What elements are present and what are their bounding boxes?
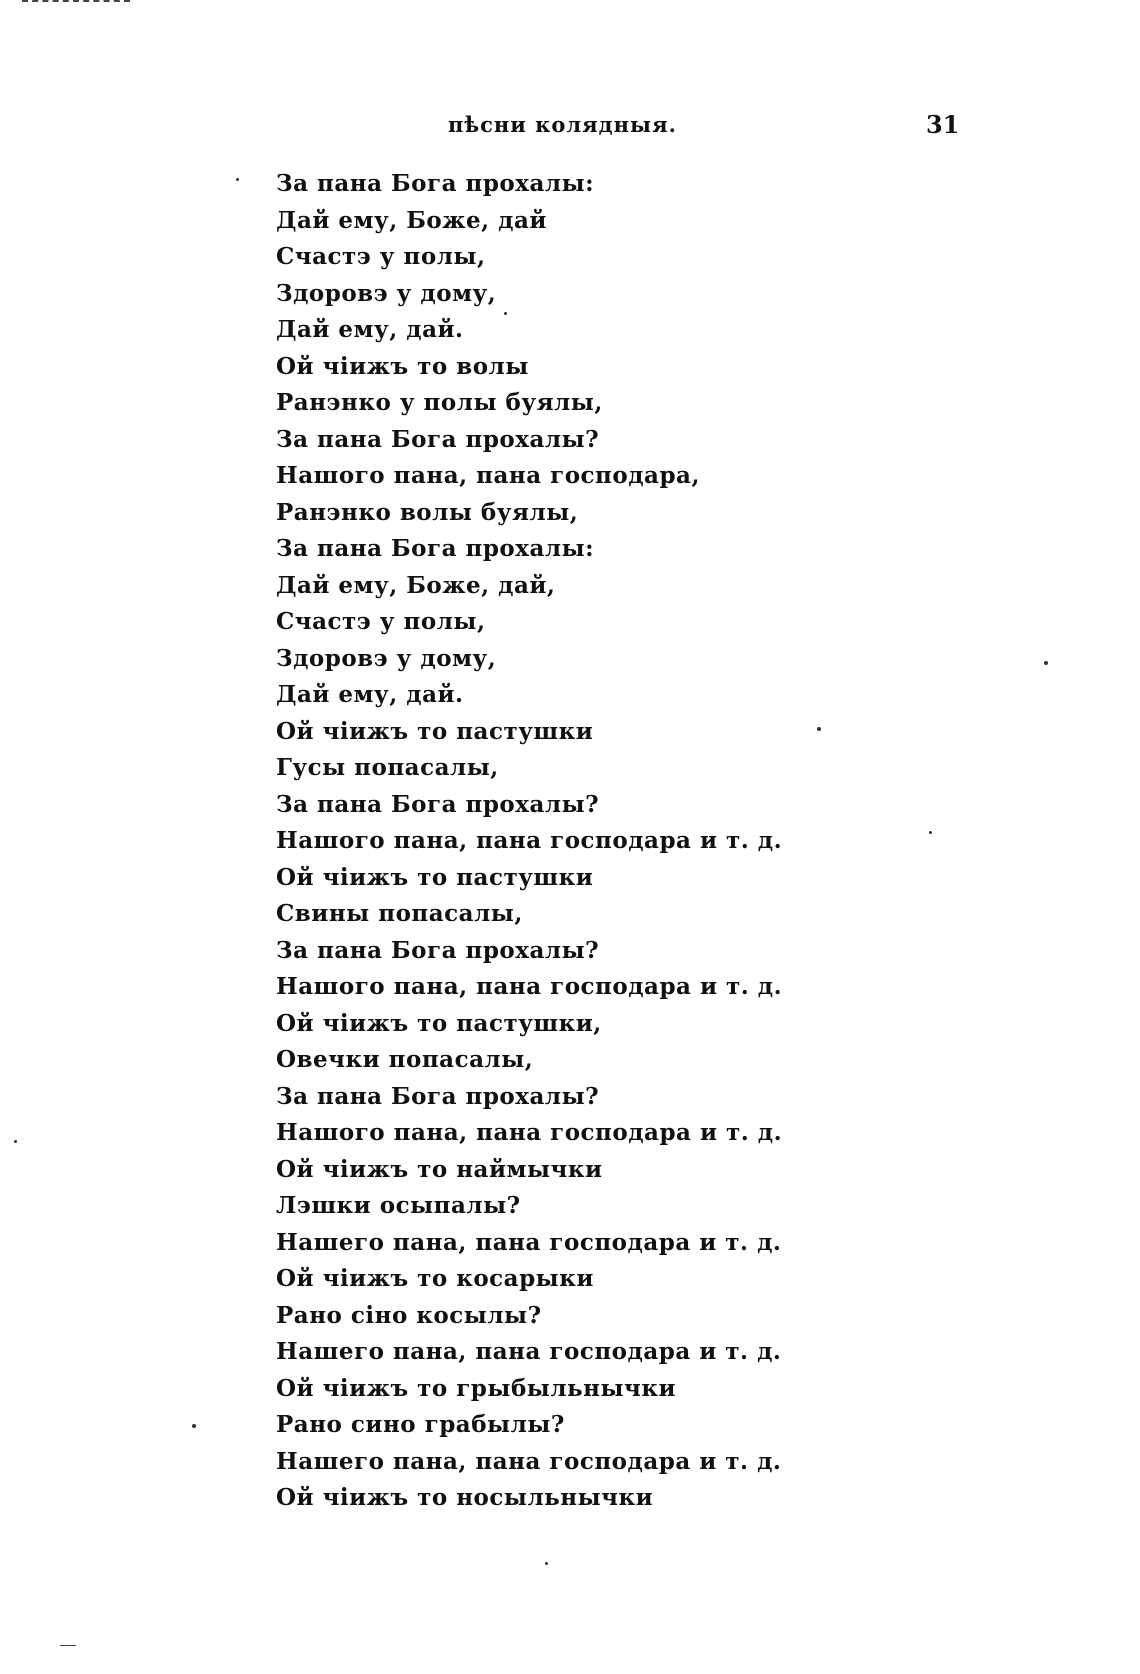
verse-line: Ой чiижъ то носыльнычки: [276, 1484, 654, 1511]
verse-line: Ой чiижъ то грыбыльнычки: [276, 1374, 677, 1402]
verse-line: Ой чiижъ то косарыки: [276, 1265, 594, 1292]
scan-speck: [192, 1424, 196, 1428]
verse-line: За пана Бога прохалы?: [276, 936, 600, 964]
verse-line: Ой чiижъ то пастушки,: [276, 1009, 602, 1037]
verse-line: Дай ему, дай.: [276, 681, 464, 708]
verse-line: Рано сино грабылы?: [276, 1411, 565, 1438]
scan-artifact-top: [22, 0, 130, 6]
verse-line: Овечки попасалы,: [276, 1046, 534, 1073]
verse-line: Нашого пана, пана господара и т. д.: [276, 973, 783, 1000]
page-number: 31: [926, 110, 960, 139]
verse-line: Здоровэ у дому,: [276, 279, 497, 307]
verse-line: Ранэнко у полы буялы,: [276, 389, 603, 416]
running-head: [0, 108, 1140, 142]
verse-line: Нашего пана, пана господара и т. д.: [276, 1338, 782, 1365]
verse-line: Гусы попасалы,: [276, 754, 499, 781]
verse-line: Нашого пана, пана господара и т. д.: [276, 1119, 783, 1146]
verse-line: За пана Бога прохалы?: [276, 425, 600, 453]
verse-line: Дай ему, Боже, дай,: [276, 571, 556, 599]
scan-speck: [817, 727, 821, 731]
scan-speck: [929, 831, 932, 834]
verse-line: Дай ему, дай.: [276, 316, 464, 343]
verse-line: Дай ему, Боже, дай: [276, 206, 547, 234]
verse-line: За пана Бога прохалы:: [276, 170, 595, 197]
scan-speck: [14, 1140, 17, 1143]
scan-artifact-bottom: [60, 1645, 76, 1646]
verse-line: Ранэнко волы буялы,: [276, 498, 579, 526]
verse-line: Ой чiижъ то пастушки: [276, 717, 594, 745]
verse-line: За пана Бога прохалы:: [276, 535, 595, 562]
verse-line: Ой чiижъ то пастушки: [276, 863, 594, 891]
verse-line: Счастэ у полы,: [276, 243, 486, 270]
verse-line: Ой чiижъ то волы: [276, 352, 529, 380]
verse-line: Нашого пана, пана господара,: [276, 462, 700, 489]
verse-line: Нашего пана, пана господара и т. д.: [276, 1228, 782, 1256]
scan-speck: [504, 312, 507, 315]
scan-speck: [236, 178, 239, 181]
verse-line: Рано сiно косылы?: [276, 1301, 542, 1329]
verse-line: Нашого пана, пана господара и т. д.: [276, 827, 783, 854]
verse-line: За пана Бога прохалы?: [276, 1082, 600, 1110]
scan-speck: [545, 1562, 548, 1565]
verse-line: Лэшки осыпалы?: [276, 1192, 521, 1219]
verse-line: Ой чiижъ то наймычки: [276, 1155, 603, 1183]
scan-speck: [1044, 661, 1048, 665]
verse-block: [276, 166, 836, 1517]
running-title: пѣсни колядныя.: [448, 112, 677, 137]
verse-line: За пана Бога прохалы?: [276, 790, 600, 818]
verse-line: Свины попасалы,: [276, 900, 523, 927]
verse-line: Нашего пана, пана господара и т. д.: [276, 1447, 782, 1475]
verse-line: Здоровэ у дому,: [276, 644, 497, 672]
verse-line: Счастэ у полы,: [276, 608, 486, 635]
